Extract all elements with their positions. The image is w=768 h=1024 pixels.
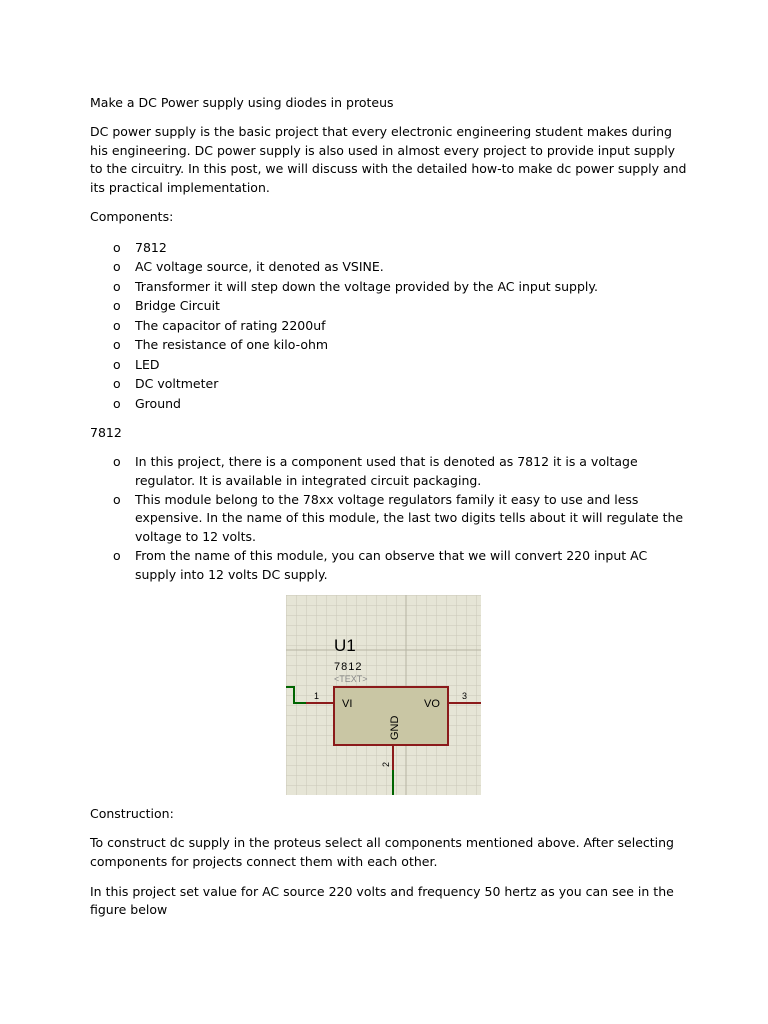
list-item	[90, 335, 690, 355]
bullet-icon: o	[113, 298, 121, 314]
list-item	[90, 547, 690, 585]
list-item-text: Transformer it will step down the voltage provided by the AC input supply.	[135, 278, 598, 294]
construction-heading: Construction:	[90, 806, 174, 822]
bullet-icon: o	[113, 317, 121, 333]
list-item-text: From the name of this module, you can observe that we will convert 220 input AC supply into 12 volts DC supply.	[135, 548, 648, 582]
list-item-text: Ground	[135, 395, 181, 411]
pin-number-in: 1	[314, 691, 320, 702]
list-item	[90, 257, 690, 277]
bullet-icon: o	[113, 491, 121, 507]
bullet-icon: o	[113, 395, 121, 411]
section-7812-heading: 7812	[90, 424, 122, 440]
pin-label-gnd: GND	[389, 715, 401, 741]
list-item	[90, 277, 690, 297]
section-7812-list	[90, 453, 690, 585]
bullet-icon: o	[113, 376, 121, 392]
document-page	[90, 94, 690, 931]
list-item	[90, 296, 690, 316]
bullet-icon: o	[113, 278, 121, 294]
list-item-text: DC voltmeter	[135, 376, 219, 392]
list-item	[90, 453, 690, 491]
pin-number-gnd: 2	[381, 762, 391, 768]
bullet-icon: o	[113, 548, 121, 564]
bullet-icon: o	[113, 259, 121, 275]
list-item-text: The resistance of one kilo-ohm	[135, 337, 329, 353]
intro-paragraph: DC power supply is the basic project that every electronic engineering student makes during his engineering. DC power supply is also used in almost every project to provide input supply to the circuitry. In this post, we will discuss with the detailed how-to make dc power supply and its practical implementation.	[90, 123, 687, 196]
list-item-text: In this project, there is a component used that is denoted as 7812 it is a voltage regulator. It is available in integrated circuit packaging.	[135, 454, 638, 488]
list-item	[90, 374, 690, 394]
list-item-text: The capacitor of rating 2200uf	[135, 317, 326, 333]
bullet-icon: o	[113, 337, 121, 353]
component-text-placeholder: <TEXT>	[334, 674, 368, 685]
regulator-schematic-figure	[286, 595, 481, 795]
pin-label-in: VI	[342, 698, 353, 711]
list-item-text: Bridge Circuit	[135, 298, 220, 314]
component-ref-label: U1	[334, 636, 356, 656]
list-item-text: LED	[135, 356, 160, 372]
list-item	[90, 355, 690, 375]
list-item	[90, 491, 690, 547]
list-item	[90, 394, 690, 414]
pin-number-out: 3	[462, 691, 468, 702]
list-item-text: AC voltage source, it denoted as VSINE.	[135, 259, 384, 275]
document-title: Make a DC Power supply using diodes in proteus	[90, 95, 394, 110]
pin-label-out: VO	[424, 698, 440, 711]
list-item-text: This module belong to the 78xx voltage regulators family it easy to use and less expensive. In the name of this module, the last two digits tells about it will regulate the voltage to 12 volts.	[135, 491, 684, 545]
list-item	[90, 238, 690, 258]
list-item-text: 7812	[135, 239, 167, 255]
bullet-icon: o	[113, 454, 121, 470]
construction-paragraph-2: In this project set value for AC source 220 volts and frequency 50 hertz as you can see in the figure below	[90, 883, 674, 918]
construction-paragraph-1: To construct dc supply in the proteus select all components mentioned above. After selecting components for projects connect them with each other.	[90, 835, 674, 870]
bullet-icon: o	[113, 356, 121, 372]
components-heading: Components:	[90, 209, 174, 225]
components-list	[90, 238, 690, 414]
regulator-schematic	[286, 595, 481, 795]
list-item	[90, 316, 690, 336]
bullet-icon: o	[113, 239, 121, 255]
component-part-label: 7812	[334, 661, 363, 674]
